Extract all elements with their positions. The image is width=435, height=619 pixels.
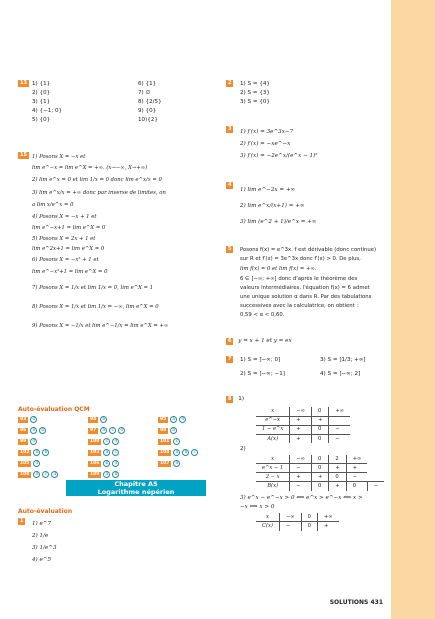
qcm-option-circle: b: [100, 416, 107, 423]
qcm-option-circle: d: [30, 438, 37, 445]
qcm-option-circle: c: [173, 438, 180, 445]
qcm-option-circle: d: [112, 438, 119, 445]
exercise-8: [226, 396, 390, 531]
table-cell: +∞: [317, 513, 338, 522]
table-cell: +: [311, 473, 328, 482]
table-cell: +: [290, 416, 312, 425]
answer: 10){2}: [138, 117, 158, 123]
table-cell: C(x): [256, 522, 279, 531]
table-cell: −: [367, 482, 384, 491]
exercise-number: 3: [228, 126, 232, 132]
table-row: [256, 513, 339, 522]
answer: 3) lim (e^2 + 1)/e^x = +∞: [240, 219, 317, 225]
qcm-option-circle: d: [33, 460, 40, 467]
qcm-question-number: 97: [90, 427, 97, 433]
qcm-option-circle: b: [42, 449, 49, 456]
qcm-option-circle: b: [170, 427, 177, 434]
answer: 1) e^7: [32, 521, 52, 527]
table-cell: x: [266, 513, 269, 520]
exercise-4: [226, 182, 386, 225]
table-cell: 0: [301, 522, 317, 531]
qcm-option-circle: c: [191, 449, 198, 456]
text-line: a lim x/e^x = 0: [32, 202, 74, 208]
qcm-option-circle: c: [109, 427, 116, 434]
answer: 3) f′(x) = −2e^x/(e^x − 1)²: [240, 153, 318, 159]
qcm-option-circle: a: [103, 449, 110, 456]
qcm-question-number: 98: [160, 427, 167, 433]
qcm-item: [158, 449, 228, 456]
table-cell: +∞: [329, 407, 350, 416]
qcm-item: [158, 460, 228, 467]
text-line: 5) Posons X = 2x + 1 et: [32, 235, 96, 242]
qcm-option-circle: b: [39, 427, 46, 434]
qcm-question-number: 94: [90, 416, 97, 422]
exercise-number: 2: [228, 80, 232, 86]
qcm-item: [88, 471, 158, 478]
text-line: 0,59 < α < 0,60.: [240, 312, 285, 318]
table-cell: B(x): [256, 482, 290, 491]
text-line: lim e^−x = lim e^X = +∞. (x→−∞, X→+∞): [32, 164, 148, 171]
part-label: 1): [238, 396, 245, 402]
qcm-question-number: 96: [20, 427, 27, 433]
ex13-col1: [32, 80, 122, 125]
answer: 7) ∅: [138, 90, 151, 96]
answer: 1) lim e^−2x = +∞: [240, 187, 296, 193]
qcm-option-circle: d: [179, 416, 186, 423]
table-cell: +: [290, 425, 312, 434]
exercise-6: [226, 338, 386, 345]
answer: 6) {1}: [138, 81, 157, 87]
answer: 4) {−1; 0}: [32, 108, 63, 114]
exercise-number: 7: [228, 356, 232, 362]
part-label: 2): [240, 446, 246, 452]
qcm-option-circle: c: [112, 449, 119, 456]
table-cell: e^−x: [256, 416, 290, 425]
exercise-number: 1: [20, 518, 24, 524]
table-cell: 1 − e^x: [256, 425, 290, 434]
text-line: 3) e^x − e^−x > 0 ⟺ e^x > e^−x ⟺ x >: [240, 494, 363, 501]
answer: 1) S = {4}: [240, 81, 270, 87]
table-cell: 0: [311, 482, 328, 491]
table-cell: 0: [301, 513, 317, 522]
qcm-item: [18, 460, 88, 467]
text-line: 9) Posons X = −1/x et lim e^−1/x = lim e^X = +∞: [32, 322, 169, 329]
table-row: [256, 464, 384, 473]
table-cell: 0: [311, 425, 328, 434]
text-line: valeurs intermédiaires, l'équation f(x) = 6 admet: [240, 285, 370, 291]
qcm-item: [88, 449, 158, 456]
qcm-option-circle: d: [51, 471, 58, 478]
qcm-option-circle: d: [118, 427, 125, 434]
variation-table-3: [256, 513, 339, 531]
answer: 3) {1}: [32, 99, 51, 105]
answer: 3) 1/e^3: [32, 545, 57, 551]
table-cell: e^x − 1: [256, 464, 290, 473]
qcm-item: [88, 427, 158, 434]
exercise-7: [226, 356, 390, 377]
qcm-item: [18, 471, 88, 478]
answer: 1) S = ]−∞; 0]: [240, 357, 281, 363]
table-cell: +: [346, 464, 367, 473]
qcm-option-circle: a: [100, 427, 107, 434]
answer: 2) f′(x) = −xe^−x: [240, 141, 291, 147]
table-cell: −: [290, 482, 312, 491]
answer: 3) S = ]1/3; +∞[: [320, 357, 366, 363]
exercise-1: [18, 518, 98, 563]
answer: 4) S = ]−∞; 2]: [320, 371, 361, 377]
table-cell: x: [271, 408, 275, 415]
table-cell: −∞: [279, 513, 301, 522]
qcm-option-circle: a: [173, 449, 180, 456]
answer: 2) S = {3}: [240, 90, 270, 96]
qcm-item: [158, 427, 228, 434]
table-cell: 0: [329, 473, 346, 482]
table-row: [256, 407, 350, 416]
qcm-option-circle: b: [182, 449, 189, 456]
table-cell: 2: [329, 455, 346, 464]
table-cell: −: [279, 522, 301, 531]
qcm-item: [18, 416, 88, 423]
exercise-number: 4: [228, 182, 232, 188]
qcm-option-circle: d: [173, 460, 180, 467]
exercise-number: 8: [228, 396, 232, 402]
text-line: 8) Posons X = 1/x et lim 1/x = −∞, lim e^X = 0: [32, 303, 159, 310]
exercise-2: [226, 80, 386, 105]
table-row: [256, 482, 384, 491]
ex1-body: [32, 518, 57, 566]
answer: 3) S = {0}: [240, 99, 270, 105]
qcm-question-number: 109: [90, 471, 100, 477]
text-line: 7) Posons X = 1/x et lim 1/x = 0, lim e^X = 1: [32, 284, 154, 291]
qcm-question-number: 103: [90, 449, 100, 455]
answer: 5) {0}: [32, 117, 51, 123]
text-line: 4) Posons X = −x + 1 et: [32, 214, 97, 220]
qcm-item: [18, 427, 88, 434]
variation-table-1: [256, 407, 350, 443]
text-line: une unique solution α dans R. Par des tabulations: [240, 294, 372, 300]
qcm-option-circle: c: [103, 438, 110, 445]
qcm-question-number: 102: [20, 449, 30, 455]
table-cell: +: [329, 464, 346, 473]
table-row: [256, 522, 339, 531]
ex5-body: [240, 246, 376, 320]
text-line: 6) Posons X = −x² + 1 et: [32, 257, 99, 263]
answer: 2) {0}: [32, 90, 51, 96]
answer: 4) e^5: [32, 557, 52, 563]
table-cell: +: [290, 473, 312, 482]
ex4-body: [240, 182, 317, 230]
text-line: lim e^−x²+1 = lim e^X = 0: [32, 268, 108, 275]
answer: 8) {2/5}: [138, 99, 162, 105]
variation-table-2: [256, 455, 384, 491]
ex13-col2: [138, 80, 208, 125]
exercise-number: 6: [228, 338, 232, 344]
table-cell: 0: [311, 455, 328, 464]
qcm-item: [18, 449, 88, 456]
qcm-option-circle: a: [103, 471, 110, 478]
qcm-option-circle: b: [103, 460, 110, 467]
exercise-5: [226, 246, 390, 318]
chapter-banner: [66, 480, 206, 496]
qcm-question-number: 105: [20, 460, 30, 466]
chapter-title: Logarithme népérien: [97, 487, 175, 496]
answer: 2) lim e^x/(x+1) = +∞: [240, 203, 305, 209]
table-cell: A(x): [256, 434, 290, 443]
qcm-option-circle: a: [33, 449, 40, 456]
exercise-number: 13: [20, 80, 27, 86]
table-cell: −: [329, 434, 350, 443]
qcm-option-circle: a: [33, 471, 40, 478]
qcm-question-number: 106: [90, 460, 100, 466]
qcm-question-number: 93: [20, 416, 27, 422]
qcm-question-number: 95: [160, 416, 167, 422]
text-line: lim e^−x+1 = lim e^X = 0: [32, 224, 106, 231]
answer: 2) S = ]−∞; −1]: [240, 371, 285, 377]
qcm-question-number: 100: [90, 438, 100, 444]
page-number: 431: [370, 599, 383, 606]
qcm-item: [158, 438, 228, 445]
exercise-3: [226, 126, 386, 159]
qcm-option-circle: c: [42, 471, 49, 478]
table-cell: 0: [311, 434, 328, 443]
text-line: lim e^2x+1 = lim e^X = 0: [32, 246, 105, 252]
text-line: 3) lim e^x/x = +∞ donc par inverse de limites, on: [32, 190, 166, 196]
text-line: 1) Posons X = −x et: [32, 154, 86, 160]
answer: 1) f′(x) = 3e^3x−7: [240, 129, 294, 135]
ex3-body: [240, 126, 317, 162]
qcm-item: [88, 416, 158, 423]
text-line: Posons f(x) = e^3x. f est dérivable (donc continue): [240, 247, 377, 253]
qcm-title: Auto-évaluation QCM: [18, 406, 90, 413]
table-cell: +: [317, 522, 338, 531]
table-cell: [329, 416, 350, 425]
text-line: 6 ∈ ]−∞; +∞[ donc d'après le théorème des: [240, 276, 358, 282]
auto-evaluation-title: Auto-évaluation: [18, 508, 73, 515]
text-line: successives avec la calculatrice, on obtient :: [240, 303, 359, 309]
table-row: [256, 455, 384, 464]
qcm-item: [18, 438, 88, 445]
table-cell: +: [329, 482, 346, 491]
text-line: 2) lim e^x = 0 et lim 1/x = 0 donc lim e^x/x = 0: [32, 177, 162, 183]
qcm-question-number: 99: [20, 438, 27, 444]
table-row: [256, 425, 350, 434]
answer: 9) {0}: [138, 108, 157, 114]
qcm-option-circle: a: [30, 427, 37, 434]
qcm-question-number: 104: [160, 449, 170, 455]
footer-label: SOLUTIONS: [329, 599, 369, 606]
chapter-number: Chapitre A5: [114, 480, 158, 488]
table-cell: +∞: [346, 455, 367, 464]
table-row: [256, 473, 384, 482]
page-footer: [330, 599, 383, 606]
table-cell: −: [346, 473, 367, 482]
qcm-item: [88, 460, 158, 467]
table-cell: 2 − x: [256, 473, 290, 482]
page-sidebar-band: [391, 0, 435, 619]
qcm-question-number: 107: [160, 460, 170, 466]
text-line: sur R et f′(x) = 3e^3x donc f′(x) > 0. De plus,: [240, 256, 361, 262]
table-cell: −: [290, 464, 312, 473]
text-line: lim f(x) = 0 et lim f(x) = +∞.: [240, 266, 317, 272]
qcm-option-circle: d: [112, 460, 119, 467]
answer: 2) 1/e: [32, 533, 49, 539]
qcm-option-circle: a: [170, 416, 177, 423]
table-cell: 0: [311, 407, 328, 416]
qcm-question-number: 108: [20, 471, 30, 477]
qcm-option-circle: b: [112, 471, 119, 478]
table-cell: 0: [346, 482, 367, 491]
table-cell: +: [311, 416, 328, 425]
exercise-number: 15: [20, 152, 27, 158]
table-cell: −∞: [290, 455, 312, 464]
answer: y = x + 1 et y = ex: [238, 338, 292, 344]
exercise-number: 5: [228, 246, 232, 252]
exercise-15: [18, 152, 208, 329]
table-row: [256, 416, 350, 425]
table-cell: −: [329, 425, 350, 434]
qcm-answer-grid: [18, 416, 228, 478]
qcm-item: [88, 438, 158, 445]
qcm-question-number: 101: [160, 438, 170, 444]
table-cell: 0: [311, 464, 328, 473]
answer: 1) {1}: [32, 81, 51, 87]
ex15-body: [32, 152, 212, 336]
qcm-option-circle: d: [30, 416, 37, 423]
table-cell: −∞: [290, 407, 312, 416]
table-row: [256, 434, 350, 443]
table-cell: x: [271, 455, 275, 462]
ex2-body: [240, 80, 270, 107]
text-line: −x ⟺ x > 0: [240, 503, 275, 510]
exercise-13: [18, 80, 208, 123]
table-cell: +: [290, 434, 312, 443]
qcm-item: [158, 416, 228, 423]
